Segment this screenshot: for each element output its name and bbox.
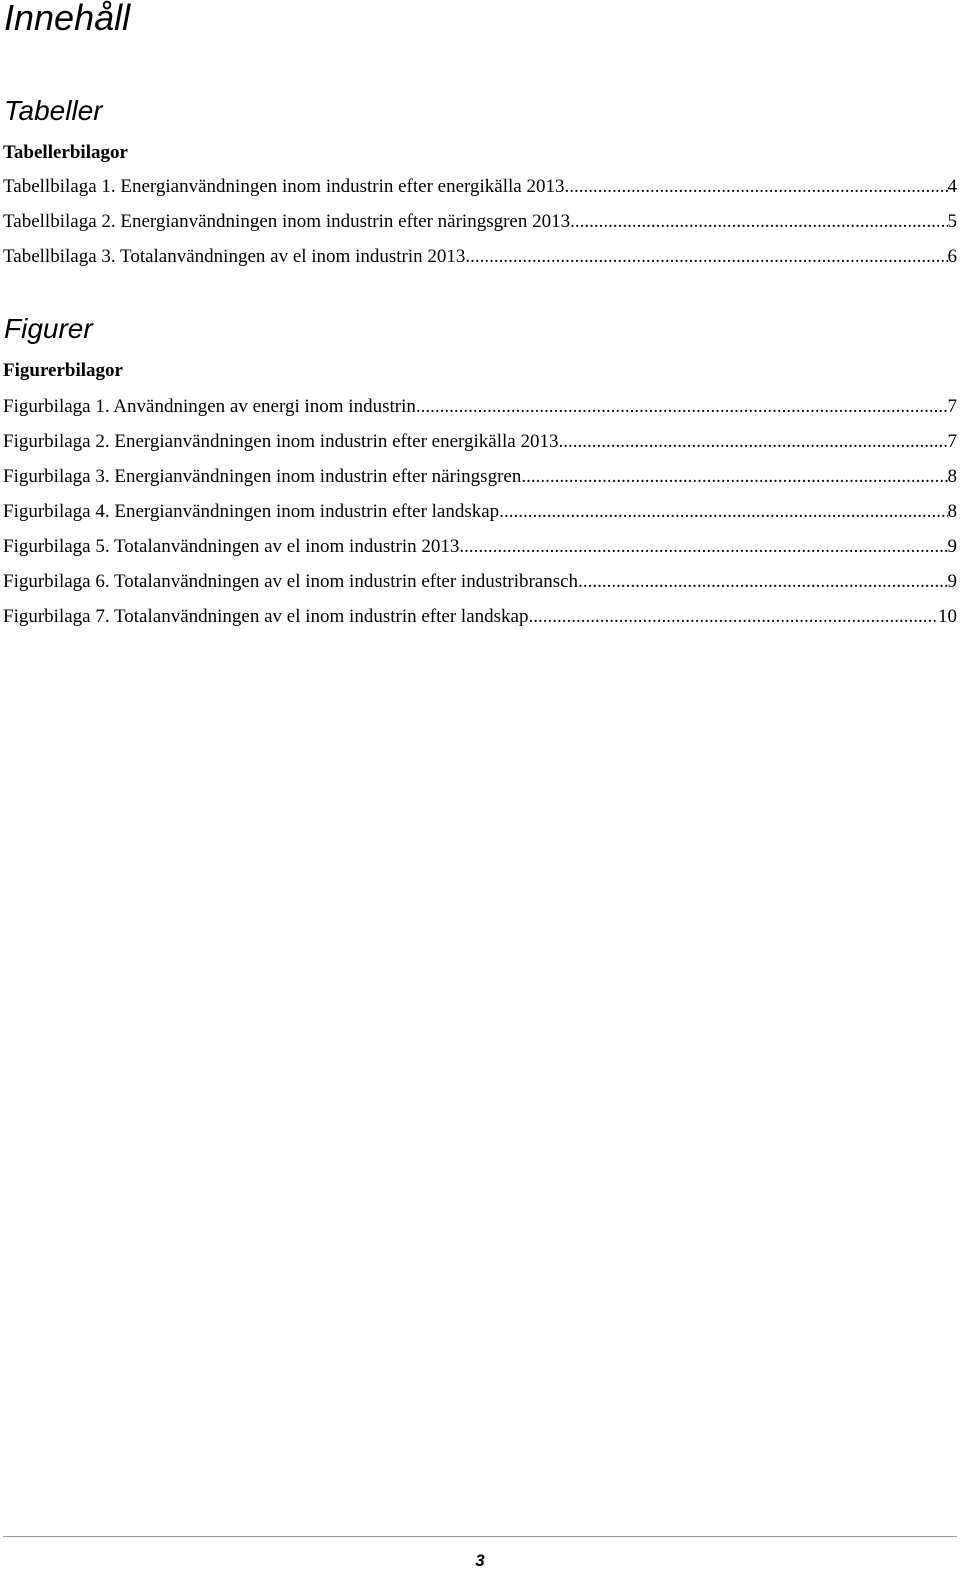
toc-entry-page: 7	[947, 431, 957, 452]
toc-entry-text: Figurbilaga 7. Totalanvändningen av el inom industrin efter landskap	[3, 606, 529, 627]
dot-leader	[459, 536, 947, 558]
toc-entry-text: Tabellbilaga 2. Energianvändningen inom industrin efter näringsgren 2013	[3, 211, 571, 232]
dot-leader	[558, 431, 947, 453]
toc-entry-text: Tabellbilaga 3. Totalanvändningen av el inom industrin 2013	[3, 246, 466, 267]
page-number: 3	[475, 1551, 485, 1570]
toc-entry-page: 8	[947, 501, 957, 522]
figures-toc-list	[3, 396, 957, 641]
figures-section-title: Figurer	[4, 313, 93, 344]
dot-leader	[465, 246, 947, 268]
toc-entry-figurbilaga-2[interactable]	[3, 431, 957, 466]
dot-leader	[416, 396, 948, 418]
toc-entry-text: Figurbilaga 4. Energianvändningen inom industrin efter landskap	[3, 501, 500, 522]
dot-leader	[528, 606, 938, 628]
toc-entry-page: 10	[938, 606, 957, 627]
toc-entry-text: Figurbilaga 3. Energianvändningen inom industrin efter näringsgren	[3, 466, 522, 487]
dot-leader	[570, 211, 947, 233]
tables-toc-list	[3, 176, 957, 281]
toc-entry-page: 9	[947, 571, 957, 592]
dot-leader	[521, 466, 947, 488]
dot-leader	[578, 571, 947, 593]
toc-entry-page: 5	[947, 211, 957, 232]
toc-entry-text: Tabellbilaga 1. Energianvändningen inom industrin efter energikälla 2013	[3, 176, 565, 197]
toc-entry-page: 6	[947, 246, 957, 267]
toc-entry-tabellbilaga-3[interactable]	[3, 246, 957, 281]
toc-entry-text: Figurbilaga 5. Totalanvändningen av el inom industrin 2013	[3, 536, 460, 557]
figures-subsection-title: Figurerbilagor	[3, 360, 123, 381]
toc-entry-tabellbilaga-2[interactable]	[3, 211, 957, 246]
tables-subsection-title: Tabellerbilagor	[3, 142, 128, 163]
toc-entry-page: 8	[947, 466, 957, 487]
toc-entry-figurbilaga-7[interactable]	[3, 606, 957, 641]
toc-entry-figurbilaga-5[interactable]	[3, 536, 957, 571]
toc-entry-figurbilaga-1[interactable]	[3, 396, 957, 431]
toc-entry-page: 9	[947, 536, 957, 557]
dot-leader	[499, 501, 947, 523]
toc-entry-text: Figurbilaga 1. Användningen av energi inom industrin	[3, 396, 416, 417]
toc-entry-figurbilaga-3[interactable]	[3, 466, 957, 501]
toc-entry-text: Figurbilaga 2. Energianvändningen inom industrin efter energikälla 2013	[3, 431, 559, 452]
toc-entry-text: Figurbilaga 6. Totalanvändningen av el inom industrin efter industribransch	[3, 571, 579, 592]
toc-entry-figurbilaga-4[interactable]	[3, 501, 957, 536]
dot-leader	[564, 176, 947, 198]
toc-entry-page: 4	[947, 176, 957, 197]
page-title: Innehåll	[4, 0, 131, 38]
toc-entry-tabellbilaga-1[interactable]	[3, 176, 957, 211]
footer-divider	[3, 1536, 957, 1537]
toc-entry-figurbilaga-6[interactable]	[3, 571, 957, 606]
toc-entry-page: 7	[947, 396, 957, 417]
tables-section-title: Tabeller	[4, 95, 103, 126]
